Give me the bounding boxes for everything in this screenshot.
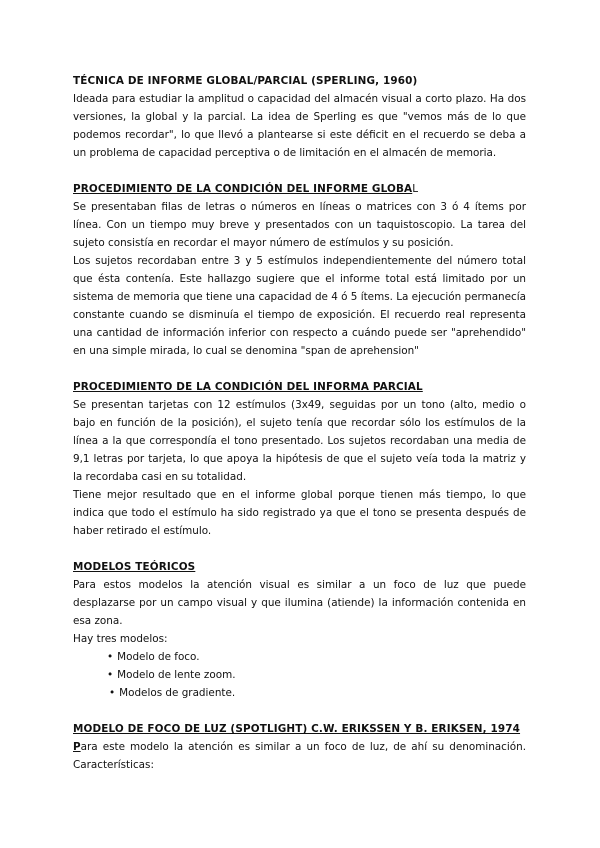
section-heading: MODELO DE FOCO DE LUZ (SPOTLIGHT) C.W. ERIKSSEN Y B. ERIKSEN, 1974	[73, 723, 521, 735]
list-item: • Modelo de lente zoom.	[107, 666, 526, 684]
paragraph: Tiene mejor resultado que en el informe global porque tienen más tiempo, lo que indica que todo el estímulo ha sido registrado ya que el tono se presenta después de haber retirado el estímulo.	[73, 489, 526, 537]
paragraph-first-letter: P	[73, 741, 81, 753]
paragraph: Se presentan tarjetas con 12 estímulos (3x49, seguidas por un tono (alto, medio o bajo en función de la posición), el sujeto tenía que recordar sólo los estímulos de la línea a la que correspondía el tono presentado. Los sujetos recordaban una media de 9,1 letras por tarjeta, lo que apoya la hipótesis de que el sujeto veía toda la matriz y la recordaba casi en su totalidad.	[73, 399, 526, 483]
section-global-report	[73, 180, 526, 360]
list-item: • Modelo de foco.	[107, 648, 526, 666]
paragraph: Los sujetos recordaban entre 3 y 5 estímulos independientemente del número total que ésta contenía. Este hallazgo sugiere que el informe total está limitado por un sistema de memoria que tiene una capacidad de 4 ó 5 ítems. La ejecución permanecía constante cuando se disminuía el tiempo de exposición. El recuerdo real representa una cantidad de información inferior con respecto a cuándo puede ser "aprehendido" en una simple mirada, lo cual se denomina "span de aprehension"	[73, 255, 527, 357]
paragraph: Ideada para estudiar la amplitud o capacidad del almacén visual a corto plazo. Ha dos versiones, la global y la parcial. La idea de Sperling es que "vemos más de lo que podemos recordar", lo que llevó a plantearse si este déficit en el recuerdo se deba a un problema de capacidad perceptiva o de limitación en el almacén de memoria.	[73, 93, 526, 159]
section-heading-tail: L	[412, 183, 419, 195]
section-heading: MODELOS TEÓRICOS	[73, 561, 196, 573]
section-theoretical-models	[73, 558, 526, 702]
paragraph-rest: ara este modelo la atención es similar a un foco de luz, de ahí su denominación. Características:	[73, 741, 526, 771]
models-list	[73, 648, 526, 702]
section-heading: PROCEDIMIENTO DE LA CONDICIÓN DEL INFORMA PARCIAL	[73, 381, 423, 393]
paragraph: Se presentaban filas de letras o números en líneas o matrices con 3 ó 4 ítems por línea. Con un tiempo muy breve y presentados con un taquistoscopio. La tarea del sujeto consistía en recordar el mayor número de estímulos y su posición.	[73, 201, 526, 249]
section-heading	[73, 180, 526, 198]
section-heading: TÉCNICA DE INFORME GLOBAL/PARCIAL (SPERLING, 1960)	[73, 75, 418, 87]
section-heading-text: PROCEDIMIENTO DE LA CONDICIÓN DEL INFORME GLOBA	[73, 183, 413, 195]
paragraph	[73, 738, 526, 774]
paragraph: Para estos modelos la atención visual es similar a un foco de luz que puede desplazarse por un campo visual y que ilumina (atiende) la información contenida en esa zona.	[73, 579, 526, 627]
section-spotlight-model	[73, 720, 526, 774]
list-item: • Modelos de gradiente.	[107, 684, 526, 702]
paragraph: Hay tres modelos:	[73, 633, 168, 645]
section-sperling-technique	[73, 72, 526, 162]
section-partial-report	[73, 378, 526, 540]
